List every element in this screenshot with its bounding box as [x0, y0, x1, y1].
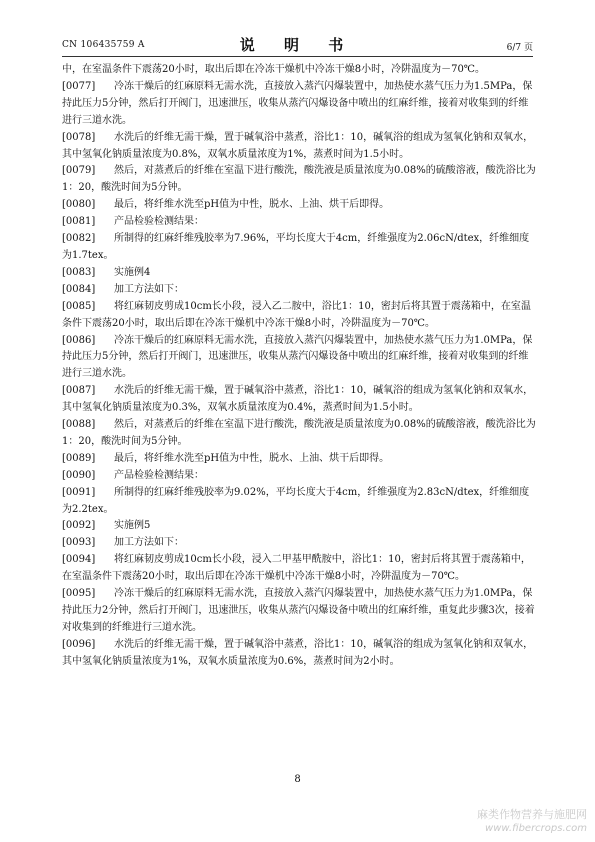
paragraph-number: [0095] — [62, 588, 96, 600]
paragraph-text: 加工方法如下： — [114, 283, 184, 295]
paragraph — [62, 637, 536, 671]
paragraph-number: [0091] — [62, 486, 96, 498]
paragraph-number: [0096] — [62, 638, 96, 650]
paragraph — [62, 282, 536, 299]
paragraph-number: [0094] — [62, 554, 96, 566]
paragraph-text: 实施例5 — [114, 520, 151, 532]
paragraph-text: 水洗后的纤维无需干燥，置于碱氧浴中蒸煮，浴比1：10，碱氧浴的组成为氢氧化钠和双氧水，其中氢氧化钠质量浓度为1%，双氧水质量浓度为0.6%，蒸煮时间为2小时。 — [62, 638, 534, 667]
watermark-site-name: 麻类作物营养与施肥网 — [477, 808, 587, 821]
paragraph-number: [0083] — [62, 266, 96, 278]
paragraph — [62, 586, 536, 637]
paragraph — [62, 231, 536, 265]
paragraph-text: 所制得的红麻纤维残胶率为9.02%，平均长度大于4cm，纤维强度为2.83cN/dtex，纤维细度为2.2tex。 — [62, 486, 530, 515]
paragraph — [62, 130, 536, 164]
header-divider — [62, 56, 533, 57]
document-body — [62, 62, 536, 671]
paragraph-number: [0077] — [62, 80, 96, 92]
paragraph-text: 所制得的红麻纤维残胶率为7.96%，平均长度大于4cm，纤维强度为2.06cN/dtex，纤维细度为1.7tex。 — [62, 233, 530, 261]
paragraph — [62, 333, 536, 384]
patent-number: CN 106435759 A — [62, 40, 145, 50]
paragraph — [62, 197, 536, 214]
paragraph-number: [0084] — [62, 283, 96, 295]
page-indicator: 6/7 页 — [506, 43, 533, 53]
watermark-url: www.fibercrops.com — [485, 823, 587, 834]
paragraph-text: 实施例4 — [114, 266, 151, 278]
paragraph-number: [0086] — [62, 334, 96, 346]
paragraph-text: 将红麻韧皮剪成10cm长小段，浸入二甲基甲酰胺中，浴比1：10，密封后将其置于震荡箱中，在室温条件下震荡20小时，取出后即在冷冻干燥机中冷冻干燥8小时，冷阱温度为－70℃。 — [62, 554, 531, 583]
paragraph-text: 最后，将纤维水洗至pH值为中性，脱水、上油、烘干后即得。 — [114, 199, 390, 211]
paragraph-text: 然后，对蒸煮后的纤维在室温下进行酸洗，酸洗液是质量浓度为0.08%的硫酸溶液，酸洗浴比为1：20，酸洗时间为5分钟。 — [62, 419, 536, 447]
paragraph-number: [0081] — [62, 216, 96, 228]
paragraph — [62, 552, 536, 586]
paragraph — [62, 535, 536, 552]
site-watermark — [477, 808, 587, 836]
continued-text: 中，在室温条件下震荡20小时，取出后即在冷冻干燥机中冷冻干燥8小时，冷阱温度为－70℃。 — [62, 64, 485, 75]
paragraph-number: [0093] — [62, 537, 96, 549]
paragraph — [62, 79, 536, 130]
paragraph-number: [0080] — [62, 199, 96, 211]
paragraph-number: [0079] — [62, 165, 96, 177]
paragraph-text: 将红麻韧皮剪成10cm长小段，浸入乙二胺中，浴比1：10，密封后将其置于震荡箱中，在室温条件下震荡20小时，取出后即在冷冻干燥机中冷冻干燥8小时，冷阱温度为－70℃。 — [62, 300, 531, 329]
paragraph-number: [0090] — [62, 469, 96, 481]
paragraph-number: [0085] — [62, 300, 96, 312]
paragraph-text: 产品检验检测结果： — [114, 216, 204, 228]
paragraph — [62, 214, 536, 231]
paragraph-text: 水洗后的纤维无需干燥，置于碱氧浴中蒸煮，浴比1：10，碱氧浴的组成为氢氧化钠和双氧水，其中氢氧化钠质量浓度为0.3%，双氧水质量浓度为0.4%，蒸煮时间为1.5小时。 — [62, 385, 534, 414]
paragraph — [62, 417, 536, 451]
paragraph — [62, 468, 536, 485]
paragraph — [62, 163, 536, 197]
paragraph-text: 冷冻干燥后的红麻原料无需水洗，直接放入蒸汽闪爆装置中，加热使水蒸气压力为1.5MPa，保持此压力5分钟，然后打开阀门，迅速泄压，收集从蒸汽闪爆设备中喷出的红麻纤维，接着对收集到的纤维进行三道水洗。 — [62, 80, 533, 126]
paragraph-number: [0082] — [62, 233, 96, 245]
page-number: 8 — [294, 774, 301, 785]
paragraph-text: 冷冻干燥后的红麻原料无需水洗，直接放入蒸汽闪爆装置中，加热使水蒸气压力为1.0MPa，保持此压力2分钟，然后打开阀门，迅速泄压，收集从蒸汽闪爆设备中喷出的红麻纤维，重复此步骤3次，接着对收集到的纤维进行三道水洗。 — [62, 588, 535, 633]
paragraph-number: [0092] — [62, 520, 96, 532]
paragraph — [62, 265, 536, 282]
paragraph-number: [0089] — [62, 452, 96, 464]
paragraph — [62, 383, 536, 417]
paragraph-text: 冷冻干燥后的红麻原料无需水洗，直接放入蒸汽闪爆装置中，加热使水蒸气压力为1.0MPa，保持此压力5分钟，然后打开阀门，迅速泄压，收集从蒸汽闪爆设备中喷出的红麻纤维，接着对收集到的纤维进行三道水洗。 — [62, 334, 533, 380]
paragraph-text: 最后，将纤维水洗至pH值为中性，脱水、上油、烘干后即得。 — [114, 452, 390, 464]
paragraph-text: 产品检验检测结果： — [114, 469, 204, 481]
paragraph-number: [0078] — [62, 131, 96, 143]
paragraph-number: [0088] — [62, 419, 96, 431]
paragraph — [62, 451, 536, 468]
paragraph — [62, 299, 536, 333]
paragraph — [62, 518, 536, 535]
paragraph-text: 加工方法如下： — [114, 537, 184, 549]
paragraph-text: 水洗后的纤维无需干燥，置于碱氧浴中蒸煮，浴比1：10，碱氧浴的组成为氢氧化钠和双氧水，其中氢氧化钠质量浓度为0.8%，双氧水质量浓度为1%，蒸煮时间为1.5小时。 — [62, 131, 534, 160]
document-title: 说 明 书 — [239, 36, 356, 54]
paragraph — [62, 485, 536, 519]
paragraph-number: [0087] — [62, 385, 96, 397]
paragraph-text: 然后，对蒸煮后的纤维在室温下进行酸洗，酸洗液是质量浓度为0.08%的硫酸溶液，酸洗浴比为1：20，酸洗时间为5分钟。 — [62, 165, 536, 194]
page-header — [62, 34, 533, 56]
